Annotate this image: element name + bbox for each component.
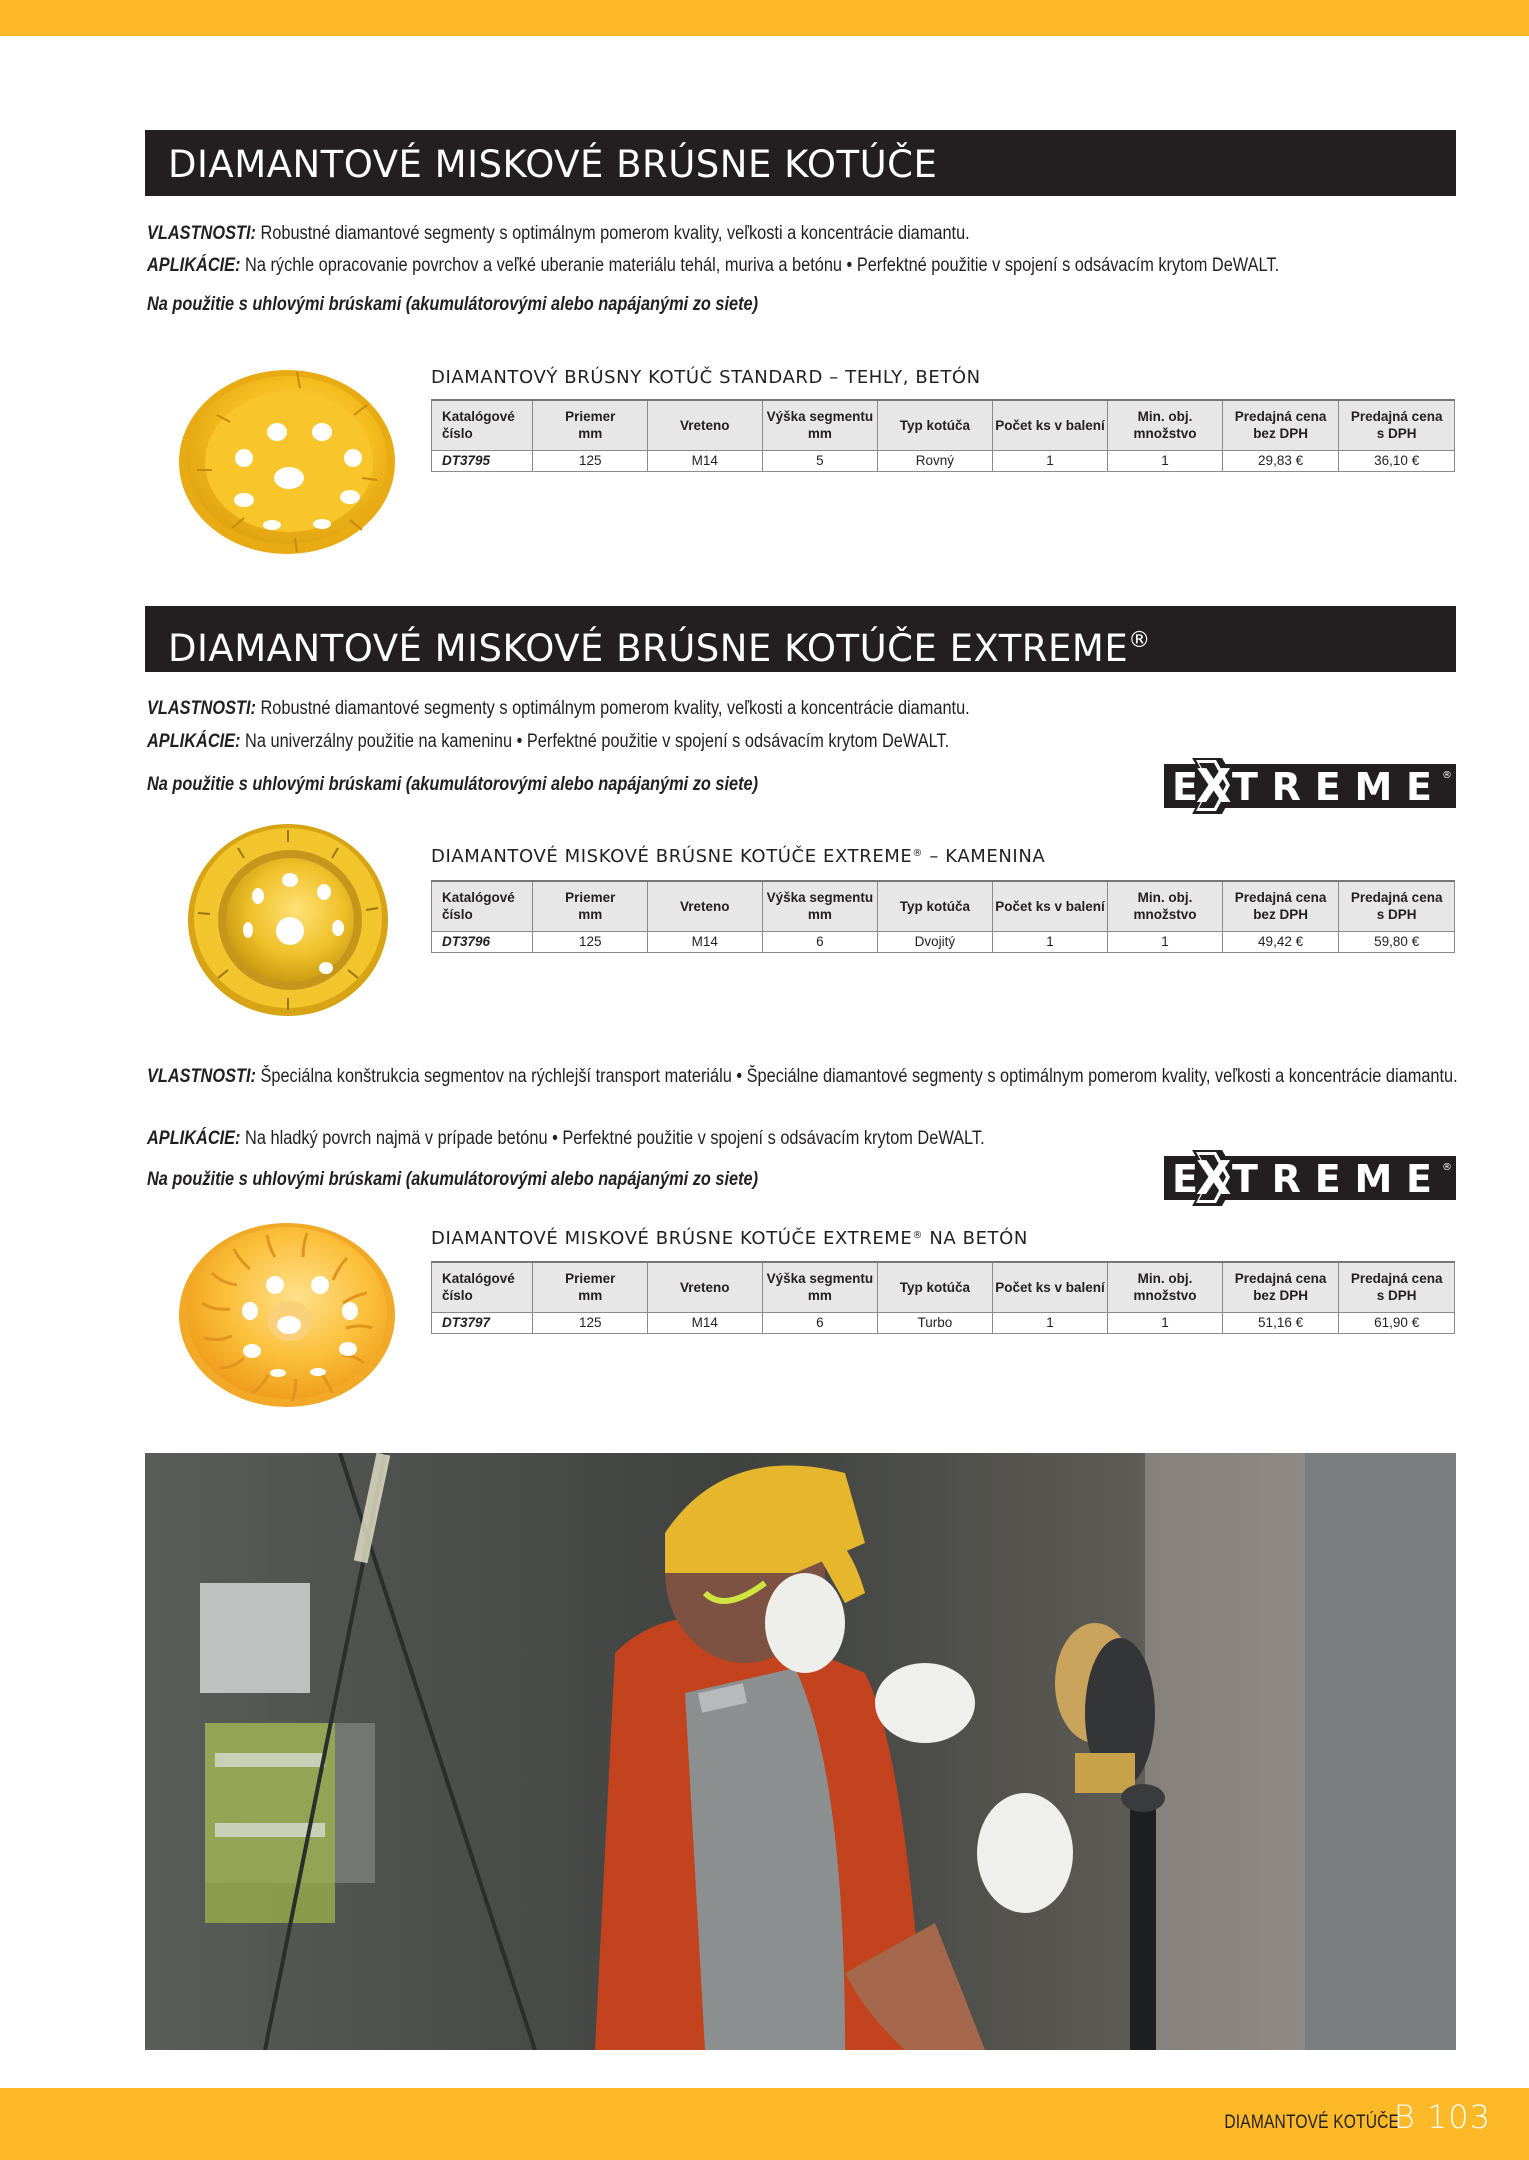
cell-segment-height: 6 [762,931,878,952]
cell-pack-qty: 1 [992,931,1108,952]
section-title-extreme [145,606,1456,672]
properties-label: VLASTNOSTI: [147,223,256,244]
page-number: B 103 [1393,2098,1491,2136]
cell-price-excl-vat: 49,42 € [1222,931,1339,952]
registered-mark: ® [1128,628,1151,653]
cup-wheel-standard-image [172,360,402,560]
footer-section-name: DIAMANTOVÉ KOTÚČE [1224,2112,1399,2133]
col-header-price-incl-vat: Predajná cena s DPH [1339,400,1455,450]
cell-wheel-type: Dvojitý [878,931,993,952]
registered-mark: ® [912,1230,924,1241]
extreme-logo-rest: TREME [1232,765,1432,809]
col-header-price-incl-vat: Predajná cena s DPH [1339,1262,1455,1312]
worker-grinding-photo [145,1453,1456,2050]
properties-text [147,221,970,246]
col-header-catalog: Katalógové číslo [432,400,533,450]
table-row [432,1312,1455,1333]
product-subtitle [431,1228,1028,1249]
extreme-logo-e: E [1172,1157,1198,1201]
cell-price-incl-vat: 61,90 € [1339,1312,1455,1333]
cell-spindle: M14 [648,450,763,471]
cup-wheel-turbo-image [172,1213,402,1413]
col-header-diameter: Priemer mm [533,400,648,450]
col-header-wheel-type: Typ kotúča [878,881,993,931]
cell-price-incl-vat: 36,10 € [1339,450,1455,471]
cell-min-order: 1 [1108,1312,1223,1333]
col-header-segment-height: Výška segmentu mm [762,400,878,450]
registered-mark: ® [912,848,924,859]
properties-text [147,1064,1463,1089]
table-row [432,450,1455,471]
properties-label: VLASTNOSTI: [147,1066,256,1087]
cell-spindle: M14 [648,931,763,952]
cup-wheel-double-row-image [178,818,398,1023]
spec-table-dt3796 [431,880,1455,953]
usage-note: Na použitie s uhlovými brúskami (akumulátorovými alebo napájanými zo siete) [147,294,759,315]
properties-value: Robustné diamantové segmenty s optimálnym pomerom kvality, veľkosti a koncentrácie diamantu. [260,223,970,244]
table-header-row [432,881,1455,931]
applications-label: APLIKÁCIE: [147,1128,241,1149]
cell-pack-qty: 1 [992,1312,1108,1333]
extreme-logo-rest: TREME [1232,1157,1432,1201]
usage-note: Na použitie s uhlovými brúskami (akumulátorovými alebo napájanými zo siete) [147,1169,759,1190]
spec-table-dt3795 [431,399,1455,472]
top-brand-band [0,0,1529,36]
applications-text [147,729,949,754]
table-header-row [432,1262,1455,1312]
col-header-spindle: Vreteno [648,881,763,931]
applications-text [147,1126,985,1151]
properties-value: Špeciálna konštrukcia segmentov na rýchlejší transport materiálu • Špeciálne diamantové segmenty s optimálnym pomerom kvality, veľkosti a koncentrácie diamantu. [260,1066,1458,1087]
col-header-price-excl-vat: Predajná cena bez DPH [1222,400,1339,450]
col-header-segment-height: Výška segmentu mm [762,881,878,931]
cell-price-excl-vat: 51,16 € [1222,1312,1339,1333]
cell-wheel-type: Turbo [878,1312,993,1333]
applications-value: Na univerzálny použitie na kameninu • Perfektné použitie v spojení s odsávacím krytom DeWALT. [245,731,950,752]
extreme-logo-reg: ® [1442,770,1452,781]
table-header-row [432,400,1455,450]
cell-price-excl-vat: 29,83 € [1222,450,1339,471]
col-header-min-order: Min. obj. množstvo [1108,881,1223,931]
col-header-min-order: Min. obj. množstvo [1108,1262,1223,1312]
section-title-text: DIAMANTOVÉ MISKOVÉ BRÚSNE KOTÚČE [168,143,938,186]
product-subtitle-suffix: NA BETÓN [923,1228,1028,1249]
extreme-logo [1164,758,1456,814]
col-header-diameter: Priemer mm [533,1262,648,1312]
cell-diameter: 125 [533,450,648,471]
table-row [432,931,1455,952]
cell-price-incl-vat: 59,80 € [1339,931,1455,952]
col-header-spindle: Vreteno [648,400,763,450]
product-subtitle-suffix: – KAMENINA [923,846,1046,867]
col-header-price-excl-vat: Predajná cena bez DPH [1222,1262,1339,1312]
col-header-pack-qty: Počet ks v balení [992,881,1108,931]
extreme-logo [1164,1150,1456,1206]
col-header-catalog: Katalógové číslo [432,881,533,931]
cell-min-order: 1 [1108,450,1223,471]
section-title-standard [145,130,1456,196]
cell-spindle: M14 [648,1312,763,1333]
col-header-pack-qty: Počet ks v balení [992,400,1108,450]
usage-note: Na použitie s uhlovými brúskami (akumulátorovými alebo napájanými zo siete) [147,774,759,795]
col-header-diameter: Priemer mm [533,881,648,931]
product-subtitle-text: DIAMANTOVÉ MISKOVÉ BRÚSNE KOTÚČE EXTREME [431,1228,913,1249]
col-header-catalog: Katalógové číslo [432,1262,533,1312]
col-header-wheel-type: Typ kotúča [878,1262,993,1312]
cell-segment-height: 6 [762,1312,878,1333]
cell-pack-qty: 1 [992,450,1108,471]
col-header-segment-height: Výška segmentu mm [762,1262,878,1312]
extreme-logo-x: X [1196,759,1232,813]
worker-photo-illustration [145,1453,1456,2050]
properties-label: VLASTNOSTI: [147,698,256,719]
section-title-text: DIAMANTOVÉ MISKOVÉ BRÚSNE KOTÚČE EXTREME [168,627,1129,670]
cell-catalog-number: DT3796 [432,931,533,952]
spec-table-dt3797 [431,1261,1455,1334]
applications-label: APLIKÁCIE: [147,731,241,752]
cell-catalog-number: DT3797 [432,1312,533,1333]
product-subtitle [431,367,981,388]
col-header-spindle: Vreteno [648,1262,763,1312]
applications-value: Na rýchle opracovanie povrchov a veľké uberanie materiálu tehál, muriva a betónu • Perfektné použitie v spojení s odsávacím krytom DeWALT. [245,255,1280,276]
properties-text [147,696,970,721]
cell-segment-height: 5 [762,450,878,471]
cell-diameter: 125 [533,1312,648,1333]
extreme-logo-x: X [1196,1151,1232,1205]
extreme-logo-e: E [1172,765,1198,809]
col-header-price-incl-vat: Predajná cena s DPH [1339,881,1455,931]
extreme-logo-reg: ® [1442,1162,1452,1173]
cell-wheel-type: Rovný [878,450,993,471]
cell-diameter: 125 [533,931,648,952]
col-header-wheel-type: Typ kotúča [878,400,993,450]
properties-value: Robustné diamantové segmenty s optimálnym pomerom kvality, veľkosti a koncentrácie diamantu. [260,698,970,719]
product-subtitle-text: DIAMANTOVÝ BRÚSNY KOTÚČ STANDARD – TEHLY, BETÓN [431,367,981,388]
cell-catalog-number: DT3795 [432,450,533,471]
applications-value: Na hladký povrch najmä v prípade betónu • Perfektné použitie v spojení s odsávacím krytom DeWALT. [245,1128,985,1149]
cell-min-order: 1 [1108,931,1223,952]
col-header-min-order: Min. obj. množstvo [1108,400,1223,450]
product-subtitle [431,846,1045,867]
col-header-price-excl-vat: Predajná cena bez DPH [1222,881,1339,931]
product-subtitle-text: DIAMANTOVÉ MISKOVÉ BRÚSNE KOTÚČE EXTREME [431,846,913,867]
applications-text [147,253,1279,278]
applications-label: APLIKÁCIE: [147,255,241,276]
col-header-pack-qty: Počet ks v balení [992,1262,1108,1312]
